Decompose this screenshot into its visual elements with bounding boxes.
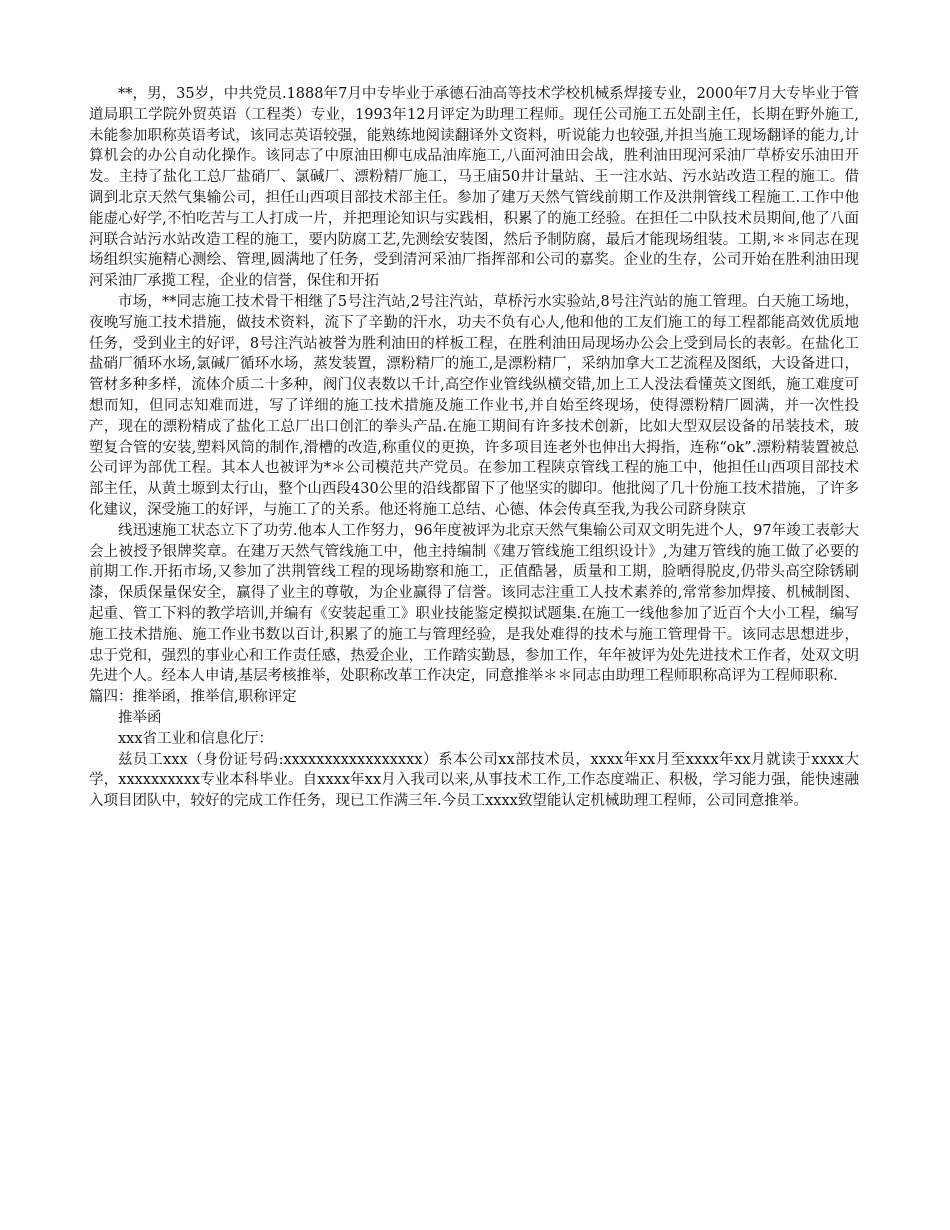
paragraph-profile: **，男，35岁，中共党员.1888年7月中专毕业于承德石油高等技术学校机械系焊接专业，2000年7月大专毕业于管道局职工学院外贸英语（工程类）专业，1993年12月评定为助理工程师。现任公司施工五处副主任，长期在野外施工,未能参加职称英语考试，该同志英语较强，能熟练地阅读翻译外文资料，听说能力也较强,并担当施工现场翻译的能力,计算机会的办公自动化操作。该同志了中原油田柳屯成品油库施工,八面河油田会战，胜利油田现河采油厂草桥安乐油田开发。主持了盐化工总厂盐硝厂、氯碱厂、漂粉精厂施工，马王庙50井计量站、王一注水站、污水站改造工程的施工。借调到北京天然气集输公司，担任山西项目部技术部主任。参加了建万天然气管线前期工作及洪荆管线工程施工.工作中他能虚心好学,不怕吃苦与工人打成一片，并把理论知识与实践相，积累了的施工经验。在担任二中队技术员期间,他了八面河联合站污水站改造工程的施工，要内防腐工艺,先测绘安装图，然后予制防腐，最后才能现场组装。工期,＊＊同志在现场组织实施精心测绘、管理,圆满地了任务，受到清河采油厂指挥部和公司的嘉奖。企业的生存，公司开始在胜利油田现河采油厂承揽工程，企业的信誉，保住和开拓 [89,86,859,290]
letter-body: 兹员工xxx（身份证号码:xxxxxxxxxxxxxxxxx）系本公司xx部技术员，xxxx年xx月至xxxx年xx月就读于xxxx大学，xxxxxxxxxx专业本科毕业。自xxxx年xx月入我司以来,从事技术工作,工作态度端正、积极，学习能力强，能快速融入项目团队中，较好的完成工作任务，现已工作满三年.今员工xxxx致望能认定机械助理工程师，公司同意推举。 [89,751,859,810]
letter-salutation: xxx省工业和信息化厅： [118,730,274,747]
paragraph-achievements: 线迅速施工状态立下了功劳.他本人工作努力，96年度被评为北京天然气集输公司双文明先进个人，97年竣工表彰大会上被授予银牌奖章。在建万天然气管线施工中，他主持编制《建万管线施工组织设计》,为建万管线的施工做了必要的前期工作.开拓市场,又参加了洪荆管线工程的现场勘察和施工，正值酷暑，质量和工期，脸晒得脱皮,仍带头高空除锈刷漆，保质保量保安全，赢得了业主的尊敬，为企业赢得了信誉。该同志注重工人技术素养的,常常参加焊接、机械制图、起重、管工下料的教学培训,并编有《安装起重工》职业技能鉴定模拟试题集.在施工一线他参加了近百个大小工程，编写施工技术措施、施工作业书数以百计,积累了的施工与管理经验，是我处难得的技术与施工管理骨干。该同志思想进步，忠于党和，强烈的事业心和工作责任感，热爱企业，工作踏实勤恳，参加工作，年年被评为处先进技术工作者，处双文明先进个人。经本人申请,基层考核推举，处职称改革工作决定，同意推举＊＊同志由助理工程师职称高评为工程师职称. [89,522,859,685]
section-heading: 篇四：推举函，推举信,职称评定 [89,689,297,706]
paragraph-market: 市场，**同志施工技术骨干相继了5号注汽站,2号注汽站，草桥污水实验站,8号注汽站的施工管理。白天施工场地，夜晚写施工技术措施，做技术资料，流下了辛勤的汗水，功夫不负有心人,他和他的工友们施工的每工程都能高效优质地任务，受到业主的好评，8号注汽站被誉为胜利油田的样板工程，在胜利油田局现场办公会上受到局长的表彰。在盐化工盐硝厂循环水场,氯碱厂循环水场，蒸发装置，漂粉精厂的施工,是漂粉精厂，采纳加拿大工艺流程及图纸，大设备进口，管材多种多样，流体介质二十多种，阀门仪表数以千计,高空作业管线纵横交错,加上工人没法看懂英文图纸，施工难度可想而知，但同志知难而进，写了详细的施工技术措施及施工作业书,并自始至终现场，使得漂粉精厂圆满，并一次性投产，现在的漂粉精成了盐化工总厂出口创汇的拳头产品.在施工期间有许多技术创新，比如大型双层设备的吊装技术，玻塑复合管的安装,塑料风筒的制作,滑槽的改造,称重仪的更换，许多项目连老外也伸出大拇指，连称“ok”.漂粉精装置被总公司评为部优工程。其本人也被评为*＊公司模范共产党员。在参加工程陕京管线工程的施工中，他担任山西项目部技术部主任，从黄土塬到太行山，整个山西段430公里的沿线都留下了他坚实的脚印。他批阅了几十份施工技术措施，了许多化建议，深受施工的好评，与施工了的关系。他还将施工总结、心德、体会传真至我,为我公司跻身陕京 [89,293,859,518]
letter-title: 推举函 [118,709,162,726]
document-body [89,84,859,812]
